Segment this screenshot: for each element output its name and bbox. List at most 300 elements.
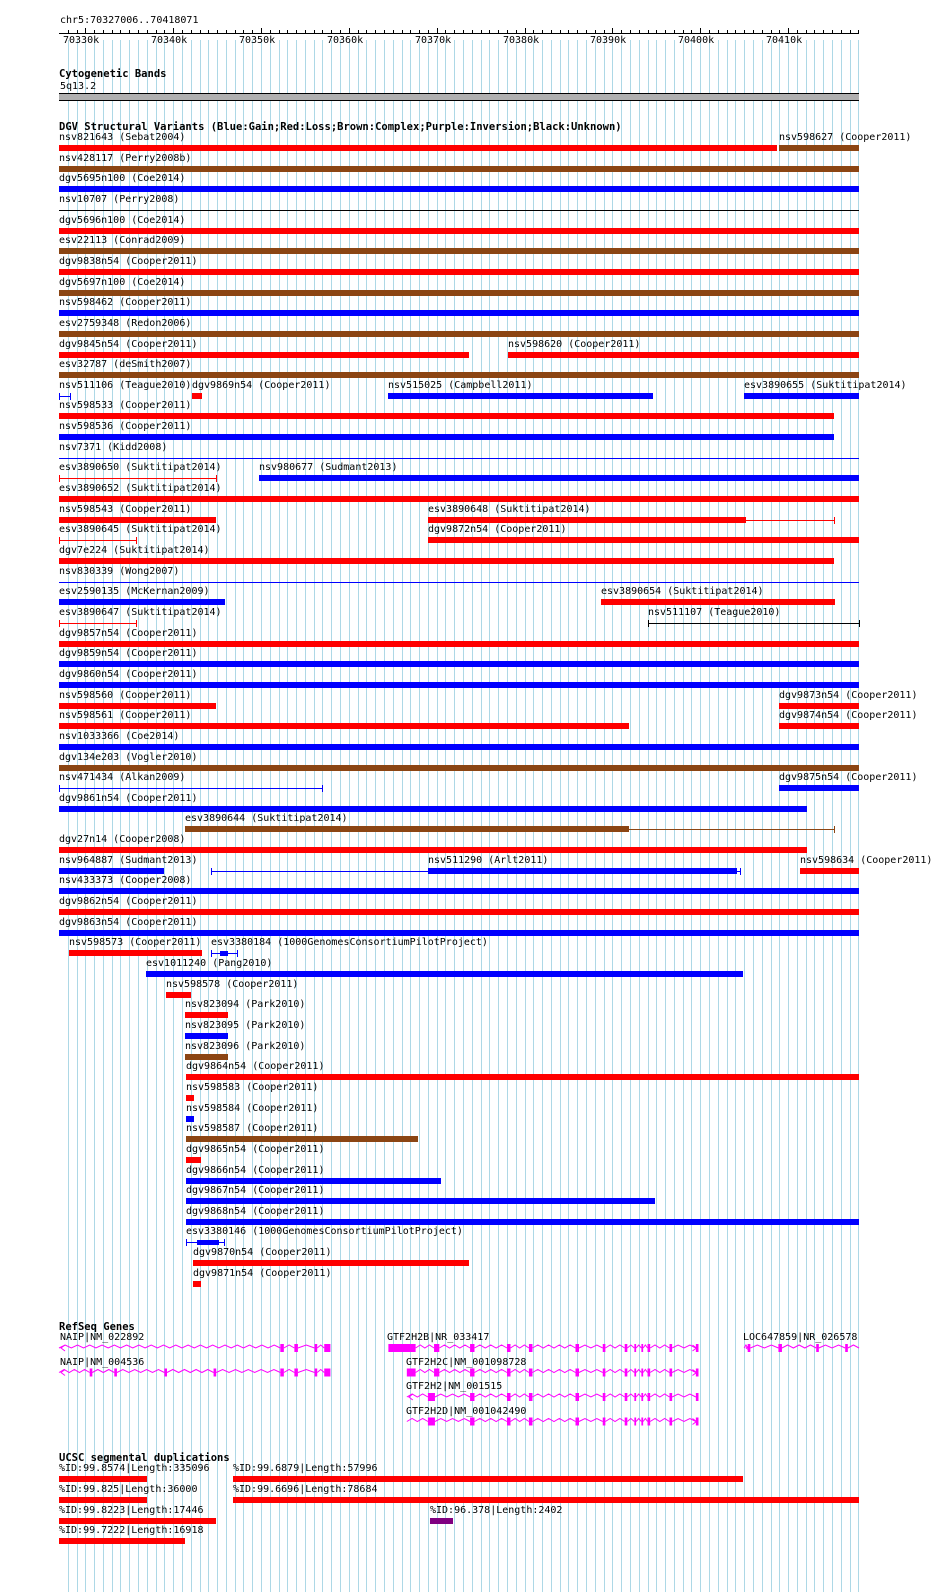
variant-label: dgv7e224 (Suktitipat2014) [59,545,210,556]
variant-bar[interactable] [59,228,859,234]
variant-bar[interactable] [69,950,202,956]
variant-endcap [136,537,137,544]
ruler-major-tick [349,28,350,34]
variant-endcap [70,393,71,400]
gene-exon [634,1393,636,1401]
gene-exon [845,1344,848,1352]
ruler-minor-tick [648,30,649,34]
variant-label: nsv511107 (Teague2010) [648,607,781,618]
ruler-minor-tick [138,30,139,34]
variant-bar[interactable] [186,1157,201,1163]
segdup-bar[interactable] [59,1518,216,1524]
ruler-minor-tick [235,30,236,34]
ruler-minor-tick [68,30,69,34]
ruler-minor-tick [191,30,192,34]
variant-bar[interactable] [186,1095,194,1101]
variant-endcap [224,1239,225,1246]
cytoband-track-title: Cytogenetic Bands [59,68,167,80]
ruler-minor-tick [410,30,411,34]
variant-label: esv3890644 (Suktitipat2014) [185,813,348,824]
variant-bar[interactable] [59,331,859,337]
ruler-minor-tick [674,30,675,34]
variant-bar[interactable] [185,1012,228,1018]
variant-bar[interactable] [779,785,859,791]
variant-label: dgv9866n54 (Cooper2011) [186,1165,325,1176]
ruler-tick-label: 70350k [239,35,276,46]
gene-label: GTF2H2B|NR_033417 [387,1332,490,1343]
variant-label: esv3890645 (Suktitipat2014) [59,524,222,535]
ruler-minor-tick [445,30,446,34]
gene-exon [603,1418,606,1426]
variant-bar[interactable] [185,826,629,832]
gene-intron [298,1370,315,1373]
gene-intron [474,1345,507,1348]
variant-bar[interactable] [59,413,834,419]
variant-bar[interactable] [59,517,216,523]
gene-intron [439,1345,470,1348]
gene-exon [507,1344,511,1352]
ruler-minor-tick [797,30,798,34]
segdup-label: %ID:99.6696|Length:78684 [233,1484,378,1495]
gene-intron [750,1345,778,1348]
variant-bar[interactable] [59,310,859,316]
variant-thin-line[interactable] [59,788,322,789]
variant-bar[interactable] [185,1033,228,1039]
ruler-minor-tick [762,30,763,34]
variant-bar[interactable] [59,496,859,502]
gene-exon [778,1344,782,1352]
ruler-minor-tick [709,30,710,34]
variant-bar[interactable] [601,599,835,605]
variant-thin-line[interactable] [59,582,859,583]
variant-thin-line[interactable] [59,540,136,541]
gene-intron [627,1394,634,1397]
gene-intron [605,1370,624,1373]
gene-intron [532,1370,575,1373]
gene-exon [280,1369,284,1377]
variant-label: dgv9868n54 (Cooper2011) [186,1206,325,1217]
gene-intron [650,1394,669,1397]
segdup-label: %ID:96.378|Length:2402 [430,1505,563,1516]
gene-exon [603,1369,606,1377]
gene-exon [670,1418,673,1426]
variant-label: esv3890652 (Suktitipat2014) [59,483,222,494]
ruler-minor-tick [630,30,631,34]
ruler-tick-label: 70400k [678,35,715,46]
variant-label: dgv9873n54 (Cooper2011) [779,690,918,701]
gene-exon [670,1369,673,1377]
ruler-position-label: chr5:70327006..70418071 [60,15,199,26]
variant-bar[interactable] [59,847,807,853]
ruler-minor-tick [393,30,394,34]
gene-intron [782,1345,816,1348]
gene-exon [696,1393,699,1401]
gene-intron [117,1370,164,1373]
variant-endcap [136,620,137,627]
gene-label: GTF2H2D|NM_001042490 [406,1406,527,1417]
gene-intron [579,1419,603,1422]
variant-bar[interactable] [186,1178,441,1184]
gene-intron [474,1370,507,1373]
variant-extent-line [629,829,834,830]
variant-label: esv1011240 (Pang2010) [146,958,273,969]
ruler-minor-tick [366,30,367,34]
segdup-bar[interactable] [59,1538,185,1544]
gene-model[interactable] [407,1369,699,1377]
variant-bar[interactable] [388,393,653,399]
variant-bar[interactable] [59,166,859,172]
variant-label: dgv5696n100 (Coe2014) [59,215,186,226]
variant-label: esv3890655 (Suktitipat2014) [744,380,907,391]
strand-arrow-icon [61,1345,65,1351]
refseq-track-title: RefSeq Genes [59,1321,135,1333]
variant-label: nsv515025 (Campbell2011) [388,380,533,391]
variant-label: dgv5695n100 (Coe2014) [59,173,186,184]
gene-model[interactable] [59,1369,330,1377]
variant-bar[interactable] [186,1116,194,1122]
gene-intron [627,1345,634,1348]
variant-bar[interactable] [59,909,859,915]
variant-label: nsv598578 (Cooper2011) [166,979,299,990]
variant-endcap [834,826,835,833]
variant-bar[interactable] [428,517,746,523]
gene-intron [532,1419,575,1422]
gene-exon [529,1418,533,1426]
gene-intron [510,1394,528,1397]
gene-model[interactable] [744,1344,859,1352]
gene-intron [848,1345,859,1348]
variant-label: esv32787 (deSmith2007) [59,359,192,370]
variant-bar[interactable] [59,765,859,771]
gene-intron [636,1345,641,1348]
gene-intron [59,1345,280,1348]
variant-label: esv3890647 (Suktitipat2014) [59,607,222,618]
variant-bar[interactable] [779,145,859,151]
ruler-minor-tick [604,30,605,34]
ruler-minor-tick [279,30,280,34]
gene-exon [603,1344,606,1352]
ruler-minor-tick [779,30,780,34]
segdup-bar[interactable] [59,1476,147,1482]
ruler-minor-tick [533,30,534,34]
gene-intron [416,1345,434,1348]
gene-exon [470,1393,474,1401]
variant-label: nsv598573 (Cooper2011) [69,937,202,948]
variant-endcap [740,868,741,875]
segdup-bar[interactable] [59,1497,147,1503]
variant-label: nsv471434 (Alkan2009) [59,772,186,783]
dgv-track-title: DGV Structural Variants (Blue:Gain;Red:Loss;Brown:Complex;Purple:Inversion;Black:Unknown) [59,121,622,133]
gene-exon [315,1344,318,1352]
variant-bar[interactable] [193,1260,469,1266]
variant-endcap [834,517,835,524]
gene-exon [529,1393,533,1401]
gene-label: GTF2H2|NM_001515 [406,1381,503,1392]
gene-exon [434,1344,439,1352]
gene-intron [579,1394,603,1397]
gene-intron [407,1419,428,1422]
gene-exon [576,1344,580,1352]
gene-exon [634,1418,636,1426]
gene-exon [576,1369,580,1377]
segdup-bar[interactable] [233,1476,743,1482]
variant-bar[interactable] [59,682,859,688]
variant-endcap [648,620,649,627]
variant-bar[interactable] [186,1074,859,1080]
variant-bar[interactable] [192,393,202,399]
variant-bar[interactable] [59,599,225,605]
ruler-minor-tick [735,30,736,34]
ruler-minor-tick [402,30,403,34]
variant-bar[interactable] [59,290,859,296]
ruler-tick-label: 70340k [151,35,188,46]
ruler-minor-tick [340,30,341,34]
variant-label: dgv9861n54 (Cooper2011) [59,793,198,804]
ruler-minor-tick [358,30,359,34]
variant-bar[interactable] [779,703,859,709]
variant-label: esv3890654 (Suktitipat2014) [601,586,764,597]
variant-bar[interactable] [166,992,191,998]
gene-model[interactable] [407,1393,699,1401]
gene-exon [641,1393,643,1401]
variant-label: esv3890648 (Suktitipat2014) [428,504,591,515]
variant-label: dgv9859n54 (Cooper2011) [59,648,198,659]
variant-block[interactable] [220,951,228,956]
variant-bar[interactable] [59,248,859,254]
variant-label: nsv511290 (Arlt2011) [428,855,549,866]
variant-label: nsv598561 (Cooper2011) [59,710,192,721]
ruler-minor-tick [94,30,95,34]
cytoband-label: 5q13.2 [60,81,97,92]
variant-bar[interactable] [59,661,859,667]
variant-label: dgv9871n54 (Cooper2011) [193,1268,332,1279]
gene-exon [407,1369,416,1377]
ruler-minor-tick [419,30,420,34]
variant-bar[interactable] [59,558,834,564]
gene-intron [627,1370,634,1373]
gene-intron [216,1370,280,1373]
gene-exon [648,1393,651,1401]
variant-bar[interactable] [779,723,859,729]
gene-intron [474,1394,507,1397]
variant-label: esv3380146 (1000GenomesConsortiumPilotProject) [186,1226,463,1237]
variant-bar[interactable] [59,186,859,192]
variant-label: dgv134e203 (Vogler2010) [59,752,198,763]
ruler-minor-tick [208,30,209,34]
gene-intron [474,1419,507,1422]
variant-label: dgv9862n54 (Cooper2011) [59,896,198,907]
ruler-minor-tick [156,30,157,34]
gene-intron [605,1419,624,1422]
gene-exon [648,1369,651,1377]
variant-bar[interactable] [59,372,859,378]
variant-endcap [59,537,60,544]
gene-exon [470,1344,474,1352]
variant-label: dgv9875n54 (Cooper2011) [779,772,918,783]
ruler-minor-tick [850,30,851,34]
variant-thin-line[interactable] [59,458,859,459]
gene-intron [416,1370,434,1373]
ruler-major-tick [437,28,438,34]
variant-bar[interactable] [59,145,777,151]
ruler-minor-tick [112,30,113,34]
ruler-minor-tick [129,30,130,34]
variant-bar[interactable] [59,744,859,750]
ruler-tick-label: 70410k [766,35,803,46]
gene-intron [650,1419,669,1422]
variant-bar[interactable] [508,352,859,358]
ruler-minor-tick [77,30,78,34]
gene-exon [625,1369,628,1377]
variant-label: nsv511106 (Teague2010) [59,380,192,391]
gene-exon [816,1344,819,1352]
gene-model[interactable] [388,1344,698,1352]
gene-exon [641,1418,643,1426]
variant-label: dgv9845n54 (Cooper2011) [59,339,198,350]
ruler-minor-tick [841,30,842,34]
variant-bar[interactable] [59,641,859,647]
gene-intron [650,1370,669,1373]
variant-thin-line[interactable] [59,210,859,211]
gene-exon [576,1393,580,1401]
ruler-tick-label: 70370k [415,35,452,46]
variant-label: esv3890650 (Suktitipat2014) [59,462,222,473]
variant-label: nsv1033366 (Coe2014) [59,731,180,742]
variant-thin-line[interactable] [648,623,859,624]
segdup-label: %ID:99.8574|Length:335096 [59,1463,210,1474]
variant-label: dgv9838n54 (Cooper2011) [59,256,198,267]
variant-bar[interactable] [59,888,859,894]
variant-bar[interactable] [744,393,859,399]
variant-endcap [237,950,238,957]
ruler-minor-tick [516,30,517,34]
variant-label: nsv598587 (Cooper2011) [186,1123,319,1134]
strand-arrow-icon [409,1394,413,1400]
variant-label: dgv9857n54 (Cooper2011) [59,628,198,639]
variant-label: esv3380184 (1000GenomesConsortiumPilotProject) [211,937,488,948]
ruler-minor-tick [577,30,578,34]
variant-bar[interactable] [59,703,216,709]
variant-bar[interactable] [259,475,859,481]
ruler-minor-tick [164,30,165,34]
segdup-bar[interactable] [233,1497,859,1503]
variant-bar[interactable] [59,352,469,358]
gene-model[interactable] [407,1418,699,1426]
variant-bar[interactable] [59,868,164,874]
cytoband-ideogram[interactable] [59,93,859,101]
gene-exon [529,1344,533,1352]
variant-bar[interactable] [59,269,859,275]
gene-exon [529,1369,533,1377]
variant-label: nsv980677 (Sudmant2013) [259,462,398,473]
variant-endcap [59,620,60,627]
variant-bar[interactable] [186,1198,655,1204]
gene-exon [315,1369,318,1377]
gene-intron [510,1345,528,1348]
gene-intron [636,1370,641,1373]
gene-exon [634,1369,636,1377]
variant-bar[interactable] [59,930,859,936]
ruler-tick-label: 70360k [327,35,364,46]
ruler-minor-tick [120,30,121,34]
variant-bar[interactable] [428,537,859,543]
gene-model[interactable] [59,1344,330,1352]
gene-label: NAIP|NM_004536 [60,1357,145,1368]
ruler-minor-tick [542,30,543,34]
gene-intron [672,1394,696,1397]
gene-intron [643,1419,647,1422]
variant-label: nsv598533 (Cooper2011) [59,400,192,411]
variant-bar[interactable] [59,806,807,812]
gene-intron [532,1345,575,1348]
ruler-minor-tick [656,30,657,34]
ruler-minor-tick [806,30,807,34]
ruler-minor-tick [182,30,183,34]
ruler-minor-tick [595,30,596,34]
variant-label: nsv598583 (Cooper2011) [186,1082,319,1093]
ruler-minor-tick [305,30,306,34]
segdup-label: %ID:99.7222|Length:16918 [59,1525,204,1536]
ruler-minor-tick [665,30,666,34]
variant-bar[interactable] [59,723,629,729]
ruler-minor-tick [507,30,508,34]
variant-endcap [216,475,217,482]
variant-label: nsv433373 (Cooper2008) [59,875,192,886]
ruler-minor-tick [243,30,244,34]
gene-exon [114,1369,117,1377]
gene-intron [643,1370,647,1373]
segdup-label: %ID:99.6879|Length:57996 [233,1463,378,1474]
variant-bar[interactable] [428,868,737,874]
variant-bar[interactable] [193,1281,201,1287]
gene-intron [284,1370,295,1373]
variant-thin-line[interactable] [59,396,70,397]
gene-intron [636,1394,641,1397]
variant-block[interactable] [197,1240,219,1245]
variant-label: nsv598560 (Cooper2011) [59,690,192,701]
variant-label: nsv823095 (Park2010) [185,1020,306,1031]
gene-exon [670,1393,673,1401]
gene-exon [470,1418,474,1426]
ruler-minor-tick [823,30,824,34]
ruler-minor-tick [454,30,455,34]
ruler-minor-tick [481,30,482,34]
segdup-bar[interactable] [430,1518,453,1524]
gene-intron [643,1394,647,1397]
ruler-minor-tick [375,30,376,34]
ruler-minor-tick [727,30,728,34]
variant-label: dgv9874n54 (Cooper2011) [779,710,918,721]
ruler-minor-tick [463,30,464,34]
variant-bar[interactable] [146,971,743,977]
variant-bar[interactable] [186,1136,418,1142]
gene-exon [294,1344,298,1352]
variant-thin-line[interactable] [59,623,136,624]
variant-bar[interactable] [186,1219,859,1225]
variant-thin-line[interactable] [59,478,216,479]
ruler-minor-tick [639,30,640,34]
ruler-minor-tick [551,30,552,34]
variant-bar[interactable] [800,868,859,874]
ruler-tick-label: 70380k [503,35,540,46]
variant-bar[interactable] [59,434,834,440]
gene-intron [435,1394,470,1397]
gene-intron [636,1419,641,1422]
variant-label: esv22113 (Conrad2009) [59,235,186,246]
ruler-minor-tick [718,30,719,34]
variant-bar[interactable] [185,1054,228,1060]
ruler-minor-tick [489,30,490,34]
